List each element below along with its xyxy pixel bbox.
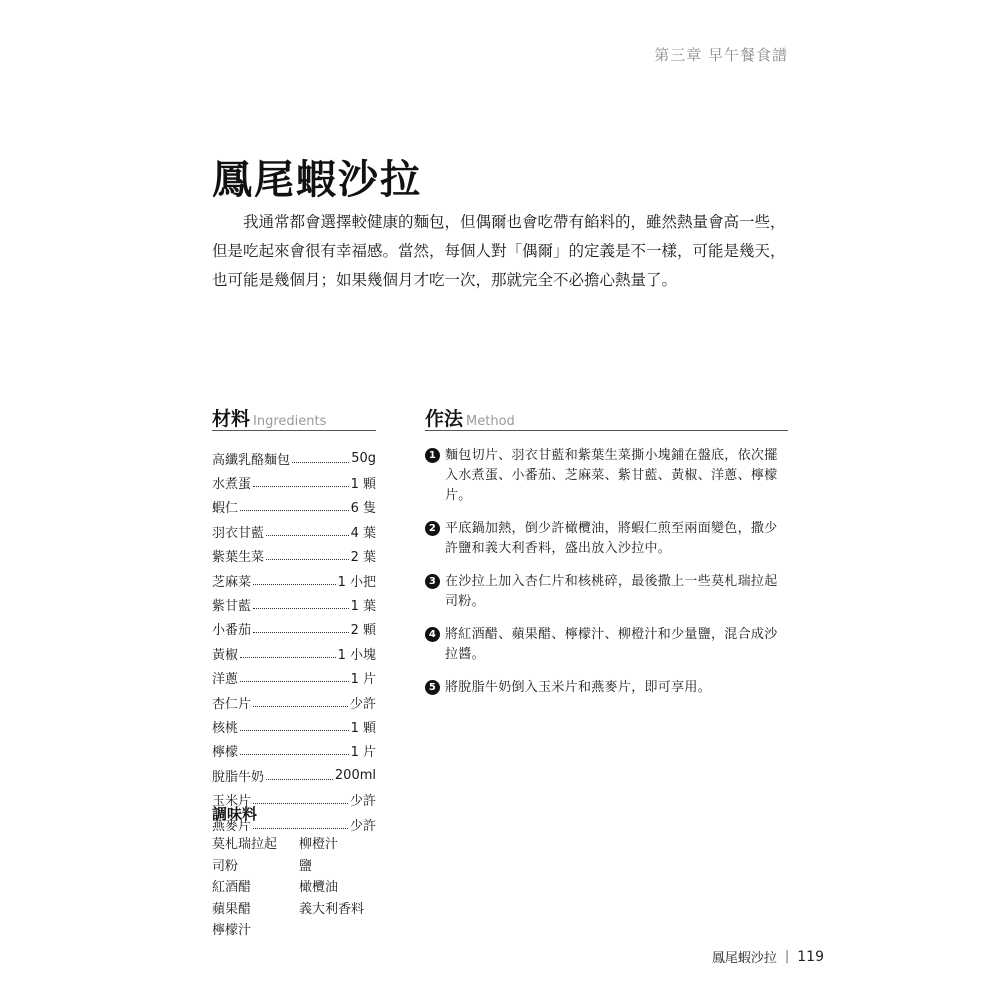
dot-leader — [253, 706, 348, 707]
dot-leader — [253, 632, 349, 633]
method-step — [425, 446, 790, 506]
ingredient-item — [212, 763, 376, 787]
ingredient-qty: 1 顆 — [350, 477, 376, 493]
ingredient-item — [212, 617, 376, 641]
ingredient-item — [212, 495, 376, 519]
ingredient-qty: 1 片 — [350, 672, 376, 688]
ingredient-item — [212, 592, 376, 616]
step-text: 在沙拉上加入杏仁片和核桃碎，最後撒上一些莫札瑞拉起司粉。 — [445, 574, 778, 609]
seasoning-column-1 — [212, 833, 277, 941]
ingredient-name: 蝦仁 — [212, 501, 239, 517]
ingredient-name: 洋蔥 — [212, 672, 239, 688]
ingredient-qty: 200ml — [334, 767, 376, 783]
ingredient-item — [212, 470, 376, 494]
ingredient-qty: 2 葉 — [350, 550, 376, 566]
ingredients-list — [212, 446, 376, 836]
ingredient-name: 小番茄 — [212, 623, 252, 639]
ingredient-item — [212, 739, 376, 763]
dot-leader — [253, 828, 348, 829]
ingredient-name: 燕麥片 — [212, 818, 252, 834]
page-footer — [712, 947, 824, 966]
ingredient-name: 玉米片 — [212, 794, 252, 810]
ingredient-name: 羽衣甘藍 — [212, 525, 265, 541]
seasoning-item: 司粉 — [212, 858, 239, 874]
ingredient-name: 紫甘藍 — [212, 599, 252, 615]
ingredients-heading-zh: 材料 — [212, 408, 251, 430]
dot-leader — [240, 754, 349, 755]
ingredient-item — [212, 714, 376, 738]
seasoning-item: 鹽 — [299, 858, 313, 874]
ingredient-qty: 1 片 — [350, 745, 376, 761]
step-number-badge: 3 — [425, 574, 440, 589]
method-heading — [425, 404, 788, 431]
intro-paragraph: 我通常都會選擇較健康的麵包，但偶爾也會吃帶有餡料的，雖然熱量會高一些，但是吃起來會很有幸福感。當然，每個人對「偶爾」的定義是不一樣，可能是幾天，也可能是幾個月；如果幾個月才吃一次，那就完全不必擔心熱量了。 — [212, 213, 786, 289]
seasoning-item: 紅酒醋 — [212, 880, 252, 895]
dot-leader — [240, 730, 349, 731]
step-text: 將紅酒醋、蘋果醋、檸檬汁、柳橙汁和少量鹽，混合成沙拉醬。 — [445, 627, 778, 662]
ingredient-name: 杏仁片 — [212, 696, 252, 712]
dot-leader — [266, 779, 333, 780]
ingredient-item — [212, 641, 376, 665]
dot-leader — [253, 584, 336, 585]
dot-leader — [266, 559, 349, 560]
ingredient-qty: 少許 — [349, 794, 376, 810]
seasoning-item: 義大利香料 — [299, 901, 365, 917]
method-step — [425, 519, 790, 559]
dot-leader — [253, 608, 349, 609]
ingredient-item — [212, 544, 376, 568]
ingredient-name: 脫脂牛奶 — [212, 769, 265, 785]
ingredient-item — [212, 519, 376, 543]
method-step — [425, 678, 790, 698]
method-step — [425, 572, 790, 612]
seasoning-item: 橄欖油 — [299, 880, 339, 895]
ingredient-name: 水煮蛋 — [212, 477, 252, 493]
seasoning-item: 柳橙汁 — [299, 837, 339, 852]
ingredient-qty: 6 隻 — [350, 501, 376, 517]
ingredients-heading — [212, 404, 376, 431]
ingredient-qty: 2 顆 — [350, 623, 376, 639]
ingredient-qty: 1 小把 — [337, 574, 376, 590]
step-number-badge: 5 — [425, 680, 440, 695]
ingredient-qty: 4 葉 — [350, 525, 376, 541]
seasoning-column-2 — [299, 833, 364, 919]
recipe-title: 鳳尾蝦沙拉 — [212, 157, 422, 203]
seasoning-heading: 調味料 — [212, 805, 258, 823]
method-steps — [425, 446, 790, 711]
ingredient-name: 紫葉生菜 — [212, 550, 265, 566]
dot-leader — [240, 681, 349, 682]
ingredient-name: 黃椒 — [212, 647, 239, 663]
ingredient-item — [212, 446, 376, 470]
ingredient-item — [212, 666, 376, 690]
page-number: 119 — [797, 948, 824, 965]
step-text: 麵包切片、羽衣甘藍和紫葉生菜撕小塊鋪在盤底，依次擺入水煮蛋、小番茄、芝麻菜、紫甘藍、黃椒、洋蔥、檸檬片。 — [445, 448, 778, 503]
ingredient-name: 檸檬 — [212, 745, 239, 761]
dot-leader — [253, 486, 349, 487]
ingredients-heading-en: Ingredients — [253, 414, 327, 429]
step-number-badge: 2 — [425, 521, 440, 536]
ingredient-item — [212, 690, 376, 714]
ingredient-qty: 1 葉 — [350, 599, 376, 615]
ingredient-item — [212, 568, 376, 592]
dot-leader — [292, 462, 349, 463]
ingredient-qty: 1 小塊 — [337, 647, 376, 663]
ingredient-qty: 少許 — [349, 818, 376, 834]
step-number-badge: 1 — [425, 448, 440, 463]
step-text: 將脫脂牛奶倒入玉米片和燕麥片，即可享用。 — [445, 680, 712, 695]
ingredient-qty: 少許 — [349, 696, 376, 712]
seasoning-item: 莫札瑞拉起 — [212, 837, 278, 852]
step-number-badge: 4 — [425, 627, 440, 642]
dot-leader — [253, 803, 348, 804]
dot-leader — [266, 535, 349, 536]
ingredient-name: 核桃 — [212, 720, 239, 736]
method-heading-en: Method — [466, 414, 515, 429]
chapter-header: 第三章 早午餐食譜 — [654, 46, 788, 64]
ingredient-name: 芝麻菜 — [212, 574, 252, 590]
dot-leader — [240, 510, 349, 511]
footer-separator: | — [784, 949, 790, 964]
step-text: 平底鍋加熱，倒少許橄欖油，將蝦仁煎至兩面變色，撒少許鹽和義大利香料，盛出放入沙拉中。 — [445, 521, 778, 556]
seasoning-item: 蘋果醋 — [212, 901, 252, 917]
ingredient-qty: 1 顆 — [350, 720, 376, 736]
dot-leader — [240, 657, 336, 658]
footer-title: 鳳尾蝦沙拉 — [711, 951, 777, 966]
method-step — [425, 625, 790, 665]
method-heading-zh: 作法 — [425, 408, 464, 430]
seasoning-item: 檸檬汁 — [212, 923, 252, 938]
ingredient-name: 高纖乳酪麵包 — [212, 452, 291, 468]
ingredient-qty: 50g — [351, 450, 376, 466]
